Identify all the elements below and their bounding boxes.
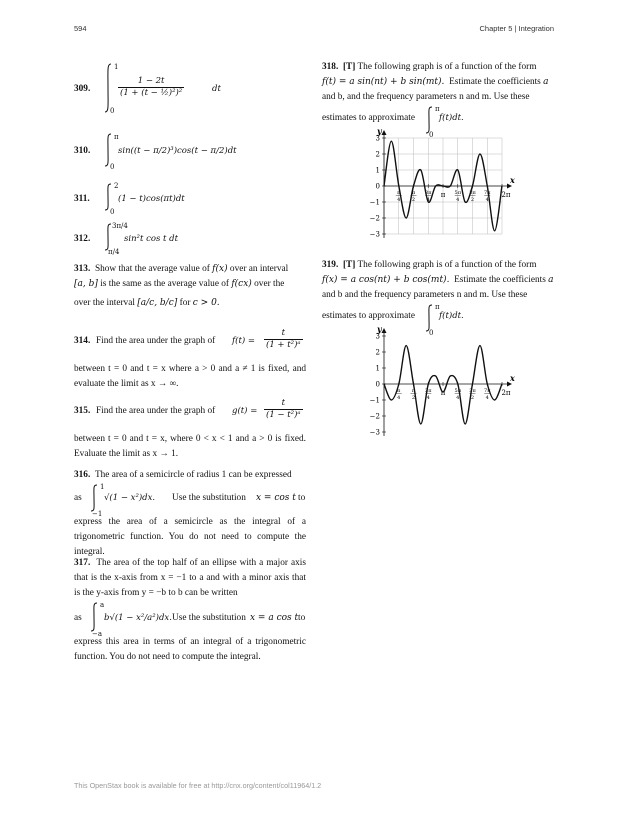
text: estimates to approximate [322,113,415,123]
text: between t = 0 and t = x, where 0 < x < 1 and a > 0 is fixed. Evaluate the limit as x → 1. [74,434,306,459]
problem-310 [74,132,306,170]
problem-label: 318. [322,62,339,72]
x-tick-label: 7π [484,388,491,394]
integrand: f(t)dt. [439,311,464,321]
integrand: (1 − t)cos(πt)dt [118,194,185,204]
text: over the interval [74,298,135,308]
lower-limit: 0 [110,208,115,216]
lower-limit: −a [92,630,103,638]
problem-label: 316. [74,470,91,480]
tech-tag: [T] [342,62,356,72]
function-name: f(t) = [232,336,256,346]
y-tick-label: −3 [369,230,380,239]
text: The area of the top half of an ellipse with a major axis that is the x-axis from x = −1 to a and with a minor axis that is the y-axis from y = −b to b can be written [74,558,307,598]
fraction [264,328,303,351]
x-tick-label: π [411,388,416,394]
problem-label: 309. [74,84,91,94]
x-tick-label: 3π [425,190,432,196]
x-axis-label: x [510,175,515,185]
y-tick-label: −2 [369,214,380,223]
math: f(t) = a sin(nt) + b sin(mt). [322,77,445,87]
page-number: 594 [74,24,87,33]
graph-319 [360,326,520,442]
y-tick-label: 2 [375,348,380,357]
y-tick-label: −1 [369,198,380,207]
math: x = a cos t [250,613,299,623]
lower-limit: 0 [429,131,434,139]
problem-315 [74,398,306,462]
math: a [548,275,554,285]
text: for [179,298,191,308]
math: a [543,77,549,87]
integrand: sin²t cos t dt [124,234,178,244]
x-tick-label: 4 [397,395,401,401]
x-tick-label: 2 [470,197,475,203]
math: f(x) = a cos(nt) + b cos(mt). [322,275,450,285]
upper-limit: π [114,133,119,141]
numerator: t [264,398,303,410]
upper-limit: π [435,303,440,311]
x-tick-label: 2 [470,395,475,401]
integrand: √(1 − x²)dx. [104,493,156,503]
lower-limit: −1 [92,510,103,518]
math: [a/c, b/c] [137,298,178,308]
x-tick-label: 7π [484,190,491,196]
x-tick-label: 4 [485,197,489,203]
footer-note: This OpenStax book is available for free at http://cnx.org/content/col11964/1.2 [74,781,322,790]
text: Show that the average value of [94,264,210,274]
text: express the area of a semicircle as the integral of a trigonometric function. You do not need to compute the integral. [74,517,306,557]
chapter-title: Chapter 5 | Integration [479,24,554,33]
problem-label: 319. [322,260,339,270]
text: is the same as the average value of [100,279,230,289]
x-axis-label: x [510,373,515,383]
x-tick-label: 3π [469,388,476,394]
x-tick-label: π [440,389,446,397]
y-axis-label: y [377,326,382,334]
y-tick-label: 0 [375,182,380,191]
lower-limit: π/4 [108,248,120,256]
y-tick-label: 3 [375,332,380,341]
text: between t = 0 and t = x where a > 0 and a ≠ 1 is fixed, and evaluate the limit as x → ∞. [74,364,306,389]
text: Find the area under the graph of [96,406,216,416]
upper-limit: π [435,105,440,113]
text: Estimate the coefficients [454,275,546,285]
y-axis-arrow [382,328,387,333]
x-tick-label: 2π [501,389,511,397]
text: Find the area under the graph of [96,336,216,346]
problem-317 [74,556,306,665]
x-tick-label: 4 [397,197,401,203]
fraction [118,76,184,99]
fraction [264,398,303,421]
math: [a, b] [74,279,98,289]
problem-label: 317. [74,558,91,568]
text: The following graph is of a function of the form [357,260,537,270]
y-axis-arrow [382,130,387,135]
x-tick-label: 2 [411,197,416,203]
x-tick-label: π [397,190,401,196]
y-tick-label: −1 [369,396,380,405]
x-tick-label: 2 [411,395,416,401]
problem-309 [74,60,306,116]
integrand: sin((t − π/2)³)cos(t − π/2)dt [118,146,237,156]
upper-limit: a [100,601,105,609]
x-tick-label: π [411,190,416,196]
text: The following graph is of a function of the form [357,62,537,72]
problem-312 [74,222,306,254]
problem-label: 313. [74,264,91,274]
y-tick-label: 0 [375,380,380,389]
text: as [74,613,82,623]
x-tick-label: 4 [426,197,430,203]
problem-318 [322,60,556,137]
problem-label: 314. [74,336,91,346]
text: to [298,493,306,503]
text: estimates to approximate [322,311,415,321]
y-tick-label: 1 [375,166,380,175]
y-axis-label: y [377,128,382,136]
x-tick-label: π [440,191,446,199]
text: and b, and the frequency parameters n and m. Use these [322,92,530,102]
x-tick-label: 4 [485,395,489,401]
problem-label: 312. [74,234,91,244]
lower-limit: 0 [110,163,115,171]
y-tick-label: 1 [375,364,380,373]
text: to [298,613,306,623]
upper-limit: 2 [114,182,119,190]
math: f(x) [212,264,228,274]
y-tick-label: 2 [375,150,380,159]
integrand: b√(1 − x²/a²)dx. [104,613,172,623]
function-name: g(t) = [232,406,258,416]
problem-314 [74,328,306,392]
lower-limit: 0 [429,329,434,337]
text: Use the substitution [172,613,246,623]
x-tick-label: 3π [469,190,476,196]
x-tick-label: π [397,388,401,394]
problem-313: 313. Show that the average value of f(x) over an interval [a, b] is the same as the average value of f(cx) over the over the interval [a/c, b/c] for c > 0. [74,264,289,308]
problem-label: 315. [74,406,91,416]
problem-label: 311. [74,194,90,204]
text: express this area in terms of an integral of a trigonometric function. You do not need to compute the integral. [74,637,306,662]
lower-limit: 0 [110,107,115,115]
integrand: f(t)dt. [439,113,464,123]
differential: dt [212,84,221,94]
numerator: t [264,328,303,340]
upper-limit: 1 [114,63,119,71]
y-tick-label: −3 [369,428,380,437]
graph-318 [360,128,520,244]
upper-limit: 1 [100,483,105,491]
math: x = cos t [256,493,296,503]
denominator: (1 + t²)ᵃ [266,340,301,350]
problem-label: 310. [74,146,91,156]
text: as [74,493,82,503]
text: The area of a semicircle of radius 1 can be expressed [94,470,292,480]
x-tick-label: 4 [456,197,460,203]
x-tick-label: 2π [501,191,511,199]
problem-311 [74,182,306,214]
numerator: 1 − 2t [118,76,184,88]
text: Estimate the coefficients [449,77,541,87]
y-tick-label: 3 [375,134,380,143]
math: c > 0. [192,298,220,308]
problem-319 [322,258,556,335]
text: Use the substitution [172,493,246,503]
x-tick-label: 4 [456,395,460,401]
x-tick-label: 5π [454,388,461,394]
text: over an interval [229,264,289,274]
x-tick-label: 5π [454,190,461,196]
denominator: (1 + (t − ½)²)² [120,88,183,98]
upper-limit: 3π/4 [112,222,128,230]
math: f(cx) [231,279,252,289]
text: and b and the frequency parameters n and m. Use these [322,290,528,300]
tech-tag: [T] [342,260,356,270]
problem-316 [74,468,306,560]
x-tick-label: 3π [425,388,432,394]
y-tick-label: −2 [369,412,380,421]
x-tick-label: 4 [426,395,430,401]
denominator: (1 − t²)ᵃ [266,410,301,420]
